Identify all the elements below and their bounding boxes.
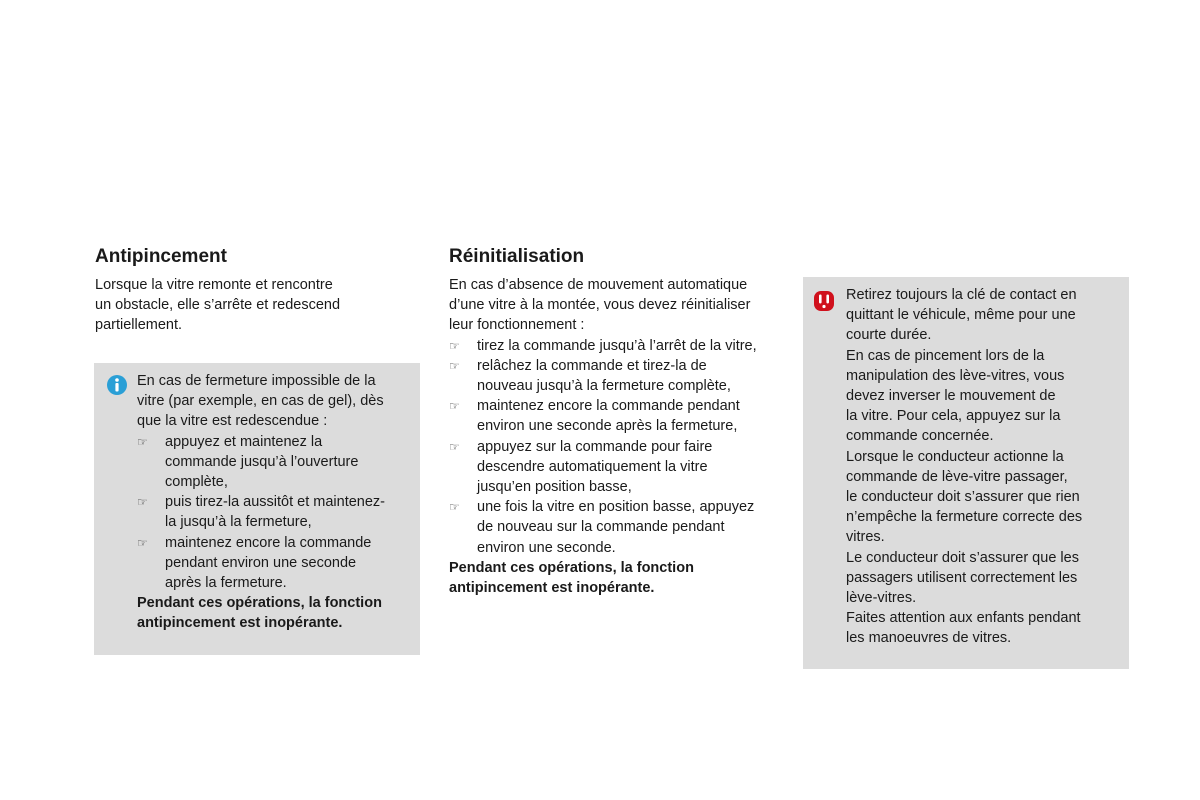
safety-box — [803, 277, 1129, 669]
pointing-hand-icon: ☞ — [449, 439, 460, 454]
pointing-hand-icon: ☞ — [449, 399, 460, 414]
pointing-hand-icon: ☞ — [449, 500, 460, 515]
pointing-hand-icon: ☞ — [137, 535, 148, 550]
reinitialisation-title: Réinitialisation — [449, 246, 585, 267]
info-box — [94, 363, 420, 655]
list-item: ☞ puis tirez-la aussitôt et maintenez- la jusqu’à la fermeture, — [137, 494, 386, 531]
list-item: ☞ maintenez encore la commande pendant environ une seconde après la fermeture, — [449, 398, 740, 435]
antipincement-title: Antipincement — [95, 246, 227, 267]
list-item: ☞ relâchez la commande et tirez-la de nouveau jusqu’à la fermeture complète, — [449, 357, 731, 395]
pointing-hand-icon: ☞ — [449, 358, 460, 373]
antipincement-section — [95, 245, 415, 336]
list-item: ☞ appuyez sur la commande pour faire descendre automatiquement la vitre jusqu’en position basse, — [449, 438, 713, 496]
info-bullet-list — [137, 432, 412, 594]
reinitialisation-bullet-list — [449, 336, 789, 558]
list-item: ☞ maintenez encore la commande pendant environ une seconde après la fermeture. — [137, 534, 372, 592]
pointing-hand-icon: ☞ — [137, 434, 148, 449]
list-item: ☞ une fois la vitre en position basse, appuyez de nouveau sur la commande pendant environ une seconde. — [449, 499, 755, 556]
info-intro: En cas de fermeture impossible de la vitre (par exemple, en cas de gel), dès que la vitre est redescendue : — [137, 373, 384, 430]
info-icon — [107, 375, 127, 395]
pointing-hand-icon: ☞ — [137, 495, 148, 510]
reinitialisation-section — [449, 245, 789, 598]
list-item: ☞ appuyez et maintenez la commande jusqu’à l’ouverture complète, — [137, 433, 359, 491]
warning-icon — [813, 290, 835, 312]
list-item: ☞ tirez la commande jusqu’à l’arrêt de la vitre, — [449, 336, 789, 356]
info-warning-text: Pendant ces opérations, la fonction antipincement est inopérante. — [137, 595, 382, 632]
antipincement-intro: Lorsque la vitre remonte et rencontre un obstacle, elle s’arrête et redescend partiellement. — [95, 277, 341, 334]
reinitialisation-warning-text: Pendant ces opérations, la fonction antipincement est inopérante. — [449, 559, 694, 597]
pointing-hand-icon: ☞ — [449, 338, 460, 353]
safety-text: Retirez toujours la clé de contact en quittant le véhicule, même pour une courte durée. En cas de pincement lors de la manipulation des lève-vitres, vous devez inverser le mouvement de la vitre. Pour cela, appuyez sur la commande concernée. Lorsque le conducteur actionne la commande de lève-vitre passager, le conducteur doit s’assurer que rien n’empêche la fermeture correcte des vitres. Le conducteur doit s’assurer que les passagers utilisent correctement les lève-vitres. Faites attention aux enfants pendant les manoeuvres de vitres. — [846, 287, 1083, 647]
reinitialisation-intro: En cas d’absence de mouvement automatique d’une vitre à la montée, vous devez réinitialiser leur fonctionnement : — [449, 277, 751, 334]
